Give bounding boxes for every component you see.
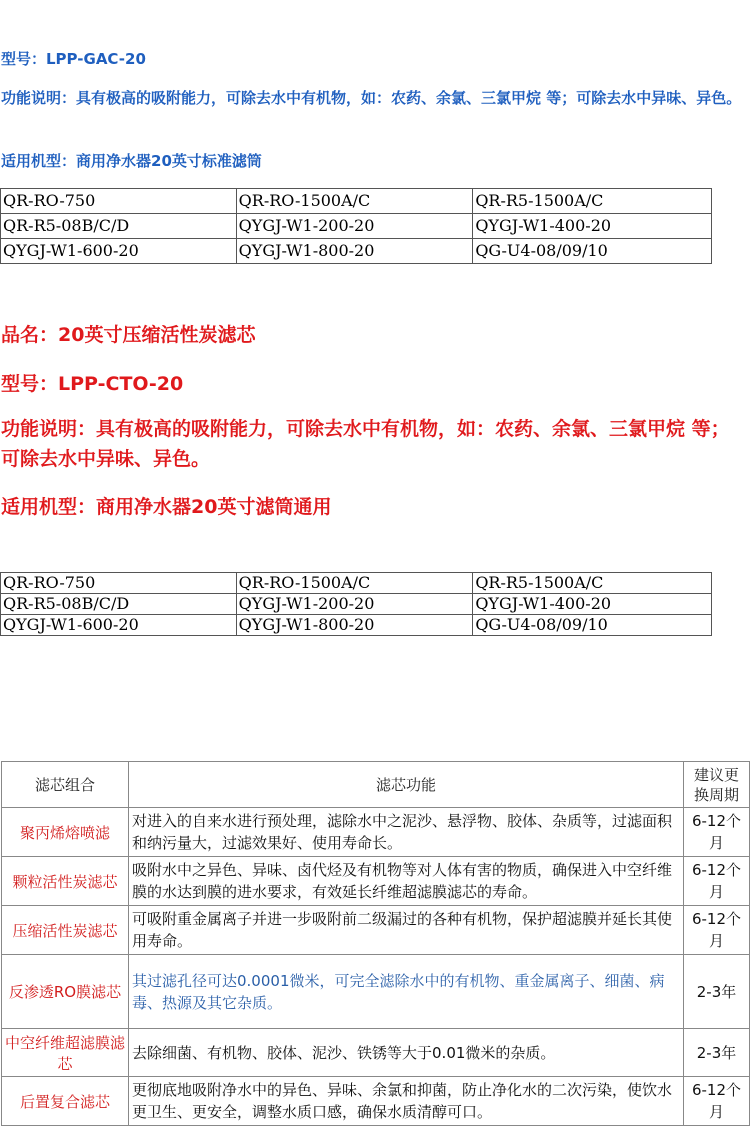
table-row [1, 239, 712, 264]
header-combination: 滤芯组合 [2, 762, 129, 808]
table-row [2, 906, 750, 955]
model-cell: QYGJ-W1-400-20 [473, 594, 712, 615]
table-row [1, 573, 712, 594]
filter-function: 去除细菌、有机物、胶体、泥沙、铁锈等大于0.01微米的杂质。 [129, 1029, 684, 1077]
model-cell: QG-U4-08/09/10 [473, 615, 712, 636]
filter-period: 6-12个月 [684, 1077, 750, 1126]
model-cell: QYGJ-W1-600-20 [1, 615, 237, 636]
filter-spec-table [1, 761, 750, 1126]
table-row [1, 594, 712, 615]
table-header-row [2, 762, 750, 808]
table-row [2, 1029, 750, 1077]
filter-name: 压缩活性炭滤芯 [2, 906, 129, 955]
filter-period: 6-12个月 [684, 808, 750, 857]
filter-period: 6-12个月 [684, 906, 750, 955]
models-table-gac [0, 188, 712, 264]
filter-name: 反渗透RO膜滤芯 [2, 955, 129, 1029]
filter-name: 颗粒活性炭滤芯 [2, 857, 129, 906]
product-name-cto: 品名：20英寸压缩活性炭滤芯 [1, 324, 256, 346]
filter-period: 6-12个月 [684, 857, 750, 906]
model-cell: QR-RO-1500A/C [236, 189, 473, 214]
filter-name: 中空纤维超滤膜滤芯 [2, 1029, 129, 1077]
table-row [2, 1077, 750, 1126]
filter-period: 2-3年 [684, 1029, 750, 1077]
header-function: 滤芯功能 [129, 762, 684, 808]
model-cell: QR-RO-1500A/C [236, 573, 473, 594]
filter-function: 可吸附重金属离子并进一步吸附前二级漏过的各种有机物，保护超滤膜并延长其使用寿命。 [129, 906, 684, 955]
table-row [1, 189, 712, 214]
model-cell: QYGJ-W1-200-20 [236, 214, 473, 239]
function-gac: 功能说明：具有极高的吸附能力，可除去水中有机物，如：农药、余氯、三氯甲烷 等；可除去水中异味、异色。 [1, 89, 742, 107]
filter-function: 其过滤孔径可达0.0001微米，可完全滤除水中的有机物、重金属离子、细菌、病毒、热源及其它杂质。 [129, 955, 684, 1029]
table-row [1, 615, 712, 636]
table-row [2, 808, 750, 857]
models-table-cto [0, 572, 712, 636]
filter-function: 吸附水中之异色、异味、卤代烃及有机物等对人体有害的物质，确保进入中空纤维膜的水达到膜的进水要求，有效延长纤维超滤膜滤芯的寿命。 [129, 857, 684, 906]
model-cell: QR-RO-750 [1, 189, 237, 214]
model-gac: 型号：LPP-GAC-20 [1, 50, 146, 68]
model-cell: QG-U4-08/09/10 [473, 239, 712, 264]
function-cto: 功能说明：具有极高的吸附能力，可除去水中有机物，如：农药、余氯、三氯甲烷 等；可除去水中异味、异色。 [1, 418, 730, 470]
model-cell: QYGJ-W1-800-20 [236, 239, 473, 264]
filter-function: 更彻底地吸附净水中的异色、异味、余氯和抑菌，防止净化水的二次污染，使饮水更卫生、更安全，调整水质口感，确保水质清醇可口。 [129, 1077, 684, 1126]
filter-function: 对进入的自来水进行预处理，滤除水中之泥沙、悬浮物、胶体、杂质等，过滤面积和纳污量大，过滤效果好、使用寿命长。 [129, 808, 684, 857]
model-cell: QR-RO-750 [1, 573, 237, 594]
model-cell: QYGJ-W1-200-20 [236, 594, 473, 615]
model-cell: QR-R5-1500A/C [473, 573, 712, 594]
table-row [1, 214, 712, 239]
model-cell: QR-R5-08B/C/D [1, 594, 237, 615]
model-cell: QYGJ-W1-600-20 [1, 239, 237, 264]
model-cell: QYGJ-W1-400-20 [473, 214, 712, 239]
table-row [2, 857, 750, 906]
model-cell: QR-R5-1500A/C [473, 189, 712, 214]
filter-name: 后置复合滤芯 [2, 1077, 129, 1126]
applicable-gac: 适用机型：商用净水器20英寸标准滤筒 [1, 152, 262, 170]
filter-name: 聚丙烯熔喷滤 [2, 808, 129, 857]
model-cto: 型号：LPP-CTO-20 [1, 373, 184, 395]
applicable-cto: 适用机型：商用净水器20英寸滤筒通用 [1, 496, 332, 518]
table-row [2, 955, 750, 1029]
filter-period: 2-3年 [684, 955, 750, 1029]
model-cell: QYGJ-W1-800-20 [236, 615, 473, 636]
model-cell: QR-R5-08B/C/D [1, 214, 237, 239]
header-period: 建议更换周期 [684, 762, 750, 808]
